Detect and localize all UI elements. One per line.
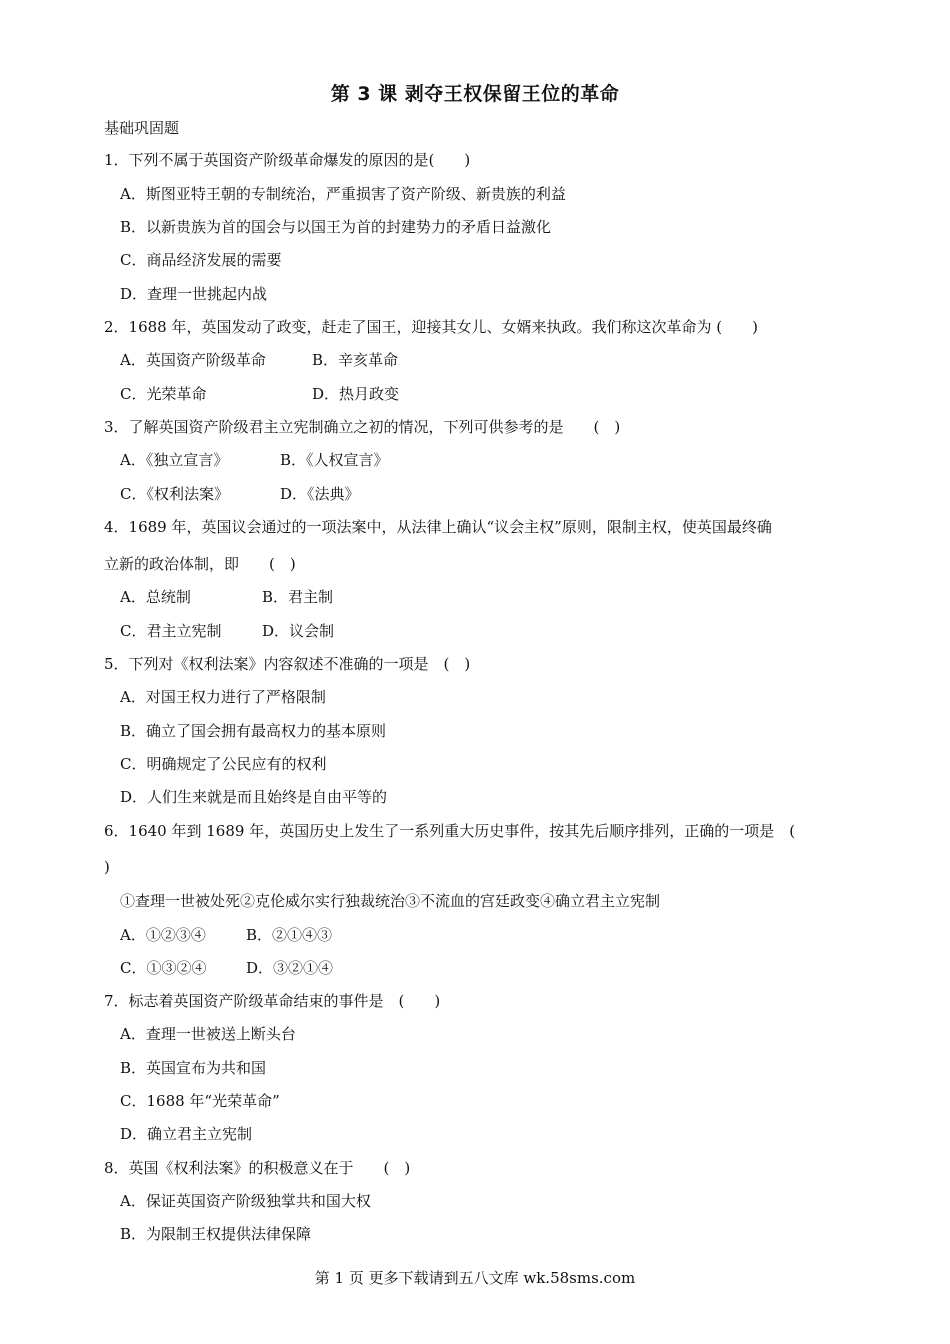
section-heading: 基础巩固题	[104, 119, 180, 137]
question-1-option-c: C．商品经济发展的需要	[120, 251, 282, 269]
question-8-option-b: B．为限制王权提供法律保障	[120, 1225, 312, 1243]
question-4-option-c: C．君主立宪制	[120, 622, 222, 640]
question-2-option-d: D．热月政变	[312, 385, 400, 403]
question-2-option-b: B．辛亥革命	[312, 351, 399, 369]
question-4-option-d: D．议会制	[262, 622, 335, 640]
question-3-option-b: B．《人权宣言》	[280, 451, 389, 469]
question-8-option-a: A．保证英国资产阶级独掌共和国大权	[120, 1192, 371, 1210]
question-1-stem: 1．下列不属于英国资产阶级革命爆发的原因的是( )	[104, 151, 471, 169]
question-4-stem-continued: 立新的政治体制，即 ( )	[104, 555, 296, 573]
question-4-option-b: B．君主制	[262, 588, 334, 606]
question-1-option-a: A．斯图亚特王朝的专制统治，严重损害了资产阶级、新贵族的利益	[120, 185, 566, 203]
question-4-stem: 4．1689 年，英国议会通过的一项法案中，从法律上确认“议会主权”原则，限制主权，使英国最终确	[104, 518, 772, 536]
question-1-option-d: D．查理一世挑起内战	[120, 285, 268, 303]
question-7-option-d: D．确立君主立宪制	[120, 1125, 253, 1143]
question-5-stem: 5．下列对《权利法案》内容叙述不准确的一项是 ( )	[104, 655, 471, 673]
question-7-option-b: B．英国宣布为共和国	[120, 1059, 267, 1077]
question-1-option-b: B．以新贵族为首的国会与以国王为首的封建势力的矛盾日益激化	[120, 218, 552, 236]
page-title: 第 3 课 剥夺王权保留王位的革命	[330, 83, 620, 105]
question-3-stem: 3．了解英国资产阶级君主立宪制确立之初的情况，下列可供参考的是 ( )	[104, 418, 621, 436]
question-2-stem: 2．1688 年，英国发动了政变，赶走了国王，迎接其女儿、女婿来执政。我们称这次革命为 ( )	[104, 318, 758, 336]
question-5-option-b: B．确立了国会拥有最高权力的基本原则	[120, 722, 387, 740]
question-7-stem: 7．标志着英国资产阶级革命结束的事件是 ( )	[104, 992, 441, 1010]
page-footer: 第 1 页 更多下载请到五八文库 wk.58sms.com	[314, 1269, 636, 1287]
question-6-events: ①查理一世被处死②克伦威尔实行独裁统治③不流血的宫廷政变④确立君主立宪制	[120, 892, 661, 910]
question-2-option-c: C．光荣革命	[120, 385, 207, 403]
question-6-option-a: A．①②③④	[120, 926, 206, 944]
question-5-option-c: C．明确规定了公民应有的权利	[120, 755, 327, 773]
question-6-option-b: B．②①④③	[246, 926, 333, 944]
question-2-option-a: A．英国资产阶级革命	[120, 351, 266, 369]
question-4-option-a: A．总统制	[120, 588, 191, 606]
question-6-stem-continued: )	[104, 858, 110, 876]
question-3-option-a: A．《独立宣言》	[120, 451, 229, 469]
question-3-option-c: C．《权利法案》	[120, 485, 229, 503]
question-5-option-d: D．人们生来就是而且始终是自由平等的	[120, 788, 388, 806]
question-8-stem: 8．英国《权利法案》的积极意义在于 ( )	[104, 1159, 411, 1177]
question-7-option-a: A．查理一世被送上断头台	[120, 1025, 296, 1043]
question-6-option-d: D．③②①④	[246, 959, 334, 977]
question-6-stem: 6．1640 年到 1689 年，英国历史上发生了一系列重大历史事件，按其先后顺序排列，正确的一项是 (	[104, 822, 796, 840]
question-3-option-d: D．《法典》	[280, 485, 360, 503]
question-7-option-c: C．1688 年“光荣革命”	[120, 1092, 280, 1110]
question-5-option-a: A．对国王权力进行了严格限制	[120, 688, 326, 706]
question-6-option-c: C．①③②④	[120, 959, 207, 977]
